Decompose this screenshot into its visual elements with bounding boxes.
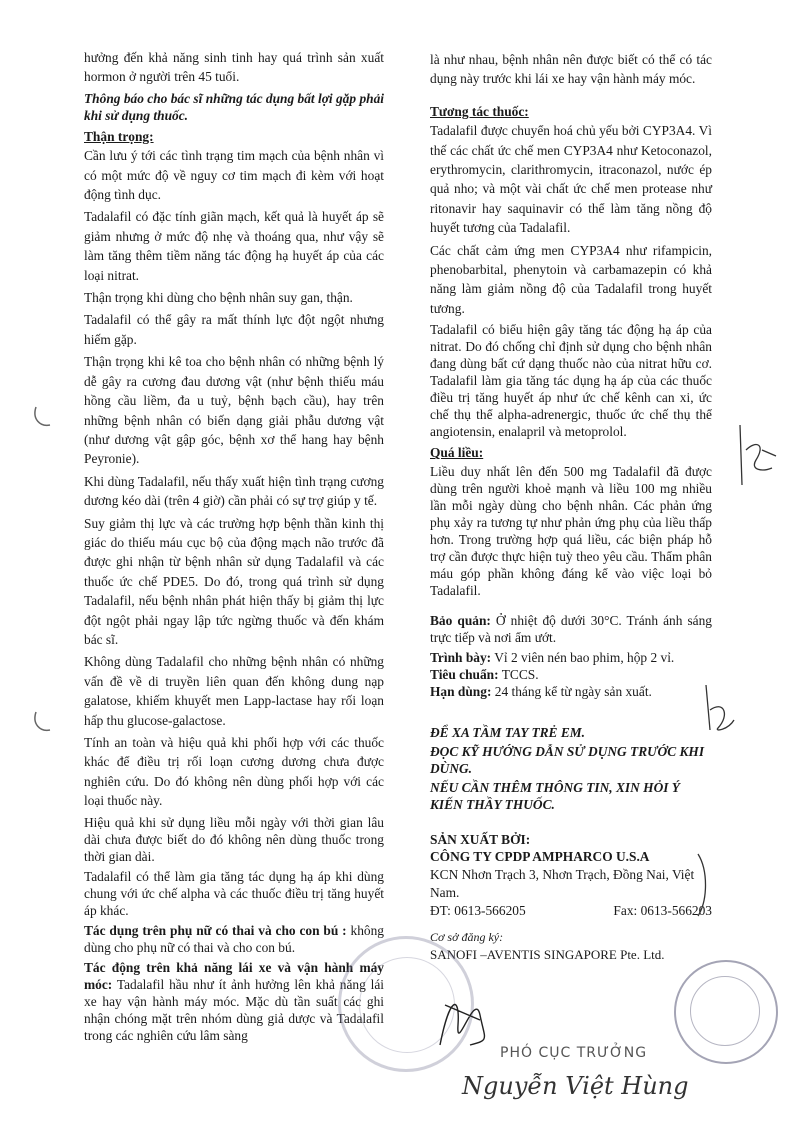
warning-ask-doctor: NẾU CẦN THÊM THÔNG TIN, XIN HỎI Ý KIẾN THẦY THUỐC.: [430, 779, 680, 812]
fax-number: Fax: 0613-566203: [613, 902, 712, 918]
notice-adverse-effects: Thông báo cho bác sĩ những tác dụng bất lợi gặp phải khi sử dụng thuốc.: [84, 90, 384, 123]
driving-text: Tadalafil hầu như ít ảnh hưởng lên khả năng lái xe hay vận hành máy móc. Mặc dù tần suất các ghi nhận chóng mặt trên nhóm dùng giả dược và Tadalafil trong các nghiên cứu lâm sàng: [84, 976, 384, 1043]
expiry-section: [430, 683, 712, 700]
punch-hole-mark-icon: [32, 405, 52, 429]
precaution-vasodilation: Tadalafil có đặc tính giãn mạch, kết quả là huyết áp sẽ giảm nhưng ở mức độ nhẹ và thoáng qua, như vậy sẽ làm tăng thêm tiềm năng tác động hạ huyết áp của các loại nitrat.: [84, 209, 384, 283]
margin-initial-icon: [732, 420, 780, 490]
registrant-label: Cơ sở đăng ký:: [430, 929, 504, 944]
registrant-name: SANOFI –AVENTIS SINGAPORE Pte. Ltd.: [430, 946, 665, 962]
precaution-cardiac: Cần lưu ý tới các tình trạng tim mạch của bệnh nhân vì có một mức độ về nguy cơ tim mạch đi kèm với hoạt động tình dục.: [84, 148, 384, 203]
officer-name: Nguyễn Việt Hùng: [462, 1072, 689, 1100]
precaution-hearing: Tadalafil có thể gây ra mất thính lực đột ngột nhưng hiếm gặp.: [84, 312, 384, 347]
right-column: [430, 50, 712, 963]
precaution-galactose: Không dùng Tadalafil cho những bệnh nhân có những vấn đề về di truyền liên quan đến không dung nạp galatose, khiếm khuyết men Lapp-lactase hay rối loạn hấp thu glucose-galactose.: [84, 654, 384, 728]
precaution-alpha-blockers: Tadalafil có thể làm gia tăng tác dụng hạ áp khi dùng chung với ức chế alpha và các thuốc điều trị tăng huyết áp khác.: [84, 868, 384, 918]
interaction-cyp3a4-inhibitors: Tadalafil được chuyển hoá chủ yếu bởi CYP3A4. Vì thế các chất ức chế men CYP3A4 như Ketoconazol, erythromycin, clarithromycin, itraconazol, nước ép quả nho; và một vài chất ức chế men protease như ritonavir hay saquinavir có thể làm tăng nồng độ huyết tương của Tadalafil.: [430, 123, 712, 236]
signature-scribble-icon: [430, 985, 500, 1055]
interactions-heading: Tương tác thuốc:: [430, 103, 529, 119]
overdose-heading: Quá liều:: [430, 445, 484, 461]
presentation-section: [430, 649, 712, 666]
punch-hole-mark-icon: [32, 710, 52, 734]
overdose-text: Liều duy nhất lên đến 500 mg Tadalafil đã được dùng trên người khoẻ mạnh và liều 100 mg nhiều lần mỗi ngày dùng cho bệnh nhân. Các phản ứng phụ xảy ra tương tự như phản ứng phụ của liều thấp hơn. Trong trường hợp quá liều, các biện pháp hỗ trợ cần được thực hiện tuỳ theo yêu cầu. Thẩm phân máu góp phần không đáng kể vào việc loại bỏ Tadalafil.: [430, 463, 712, 598]
storage-label: Bảo quản:: [430, 612, 491, 628]
precaution-priapism: Thận trọng khi kê toa cho bệnh nhân có những bệnh lý dễ gây ra cương đau dương vật (như bệnh thiếu máu hồng cầu liềm, đa u tuỷ, bệnh bạch cầu), hay trên những bệnh nhân có biến dạng giải phẫu dương vật (như dương vật gập góc, bệnh xơ thể hang hay bệnh Peyronie).: [84, 354, 384, 467]
company-stamp: [674, 960, 778, 1064]
precaution-vision: Suy giảm thị lực và các trường hợp bệnh thần kinh thị giác do thiếu máu cục bộ của động mạch não trước đã được ghi nhận từ bệnh nhân sử dụng Tadalafil và các thuốc ức chế PDE5. Do đó, trong quá trình sử dụng Tadalafil, nếu bệnh nhân phát hiện thấy bị giảm thị lực đột ngột phải ngay lập tức ngừng thuốc và đến khám bác sĩ.: [84, 515, 384, 647]
storage-text: Ở nhiệt độ dưới 30°C. Tránh ánh sáng trực tiếp và nơi ẩm ướt.: [430, 612, 712, 645]
manufacturer-address: KCN Nhơn Trạch 3, Nhơn Trạch, Đồng Nai, Việt Nam.: [430, 866, 695, 900]
driving-heading: Tác động trên khả năng lái xe và vận hành máy móc:: [84, 959, 384, 992]
precaution-combination: Tính an toàn và hiệu quả khi phối hợp với các thuốc khác để điều trị rối loạn cương dương chưa được nghiên cứu. Do đó không nên dùng phối hợp với các loại thuốc này.: [84, 735, 384, 809]
expiry-label: Hạn dùng:: [430, 683, 492, 699]
interaction-nitrates: Tadalafil có biểu hiện gây tăng tác động hạ áp của nitrat. Do đó chống chỉ định sử dụng cho bệnh nhân đang dùng bất cứ dạng thuốc nào của nitrat hữu cơ. Tadalafil làm gia tăng tác dụng hạ áp của các thuốc điều trị tăng huyết áp như ức chế kênh can xi, ức chế thụ thể alpha-adrenergic, thuốc ức chế thụ thể angiotensin, enalapril và metoprolol.: [430, 322, 712, 440]
standard-section: [430, 666, 712, 683]
interaction-cyp3a4-inducers: Các chất cảm ứng men CYP3A4 như rifampicin, phenobarbital, phenytoin và carbamazepin có khả năng làm giảm nồng độ của Tadalafil trong huyết tương.: [430, 242, 712, 316]
left-column: [84, 48, 384, 1047]
presentation-label: Trình bày:: [430, 649, 492, 665]
standard-label: Tiêu chuẩn:: [430, 666, 499, 682]
precaution-prolonged-erection: Khi dùng Tadalafil, nếu thấy xuất hiện tình trạng cương dương kéo dài (trên 4 giờ) cần phải có sự trợ giúp y tế.: [84, 473, 384, 509]
company-stamp-inner-ring: [690, 976, 760, 1046]
pregnancy-heading: Tác dụng trên phụ nữ có thai và cho con bú :: [84, 922, 347, 938]
warning-keep-away: ĐỂ XA TẦM TAY TRẺ EM.: [430, 724, 586, 740]
manufacturer-heading: SẢN XUẤT BỞI:: [430, 831, 531, 847]
precautions-heading: Thận trọng:: [84, 128, 154, 144]
expiry-text: 24 tháng kể từ ngày sản xuất.: [494, 683, 652, 699]
standard-text: TCCS.: [501, 666, 539, 682]
precaution-long-term: Hiệu quả khi sử dụng liều mỗi ngày với thời gian lâu dài chưa được biết do đó không nên dùng thuốc trong thời gian dài.: [84, 814, 384, 864]
driving-continuation: là như nhau, bệnh nhân nên được biết có thể có tác dụng này trước khi lái xe hay vận hành máy móc.: [430, 52, 712, 87]
contact-row: [430, 902, 712, 920]
storage-section: [430, 612, 712, 646]
precaution-liver-kidney: Thận trọng khi dùng cho bệnh nhân suy gan, thận.: [84, 290, 353, 306]
pregnancy-section: [84, 922, 384, 956]
paragraph-fertility: hưởng đến khả năng sinh tinh hay quá trình sản xuất hormon ở người trên 45 tuổi.: [84, 50, 384, 85]
warning-read-instructions: ĐỌC KỸ HƯỚNG DẪN SỬ DỤNG TRƯỚC KHI DÙNG.: [430, 743, 705, 776]
pregnancy-text: không dùng cho phụ nữ có thai và cho con bú.: [84, 922, 384, 955]
presentation-text: Vỉ 2 viên nén bao phim, hộp 2 vỉ.: [494, 649, 675, 665]
manufacturer-name: CÔNG TY CPDP AMPHARCO U.S.A: [430, 848, 650, 864]
officer-title: PHÓ CỤC TRƯỞNG: [500, 1045, 648, 1061]
phone-number: ĐT: 0613-566205: [430, 902, 526, 918]
margin-initial-icon: [694, 680, 742, 736]
margin-bracket-icon: [694, 850, 714, 920]
